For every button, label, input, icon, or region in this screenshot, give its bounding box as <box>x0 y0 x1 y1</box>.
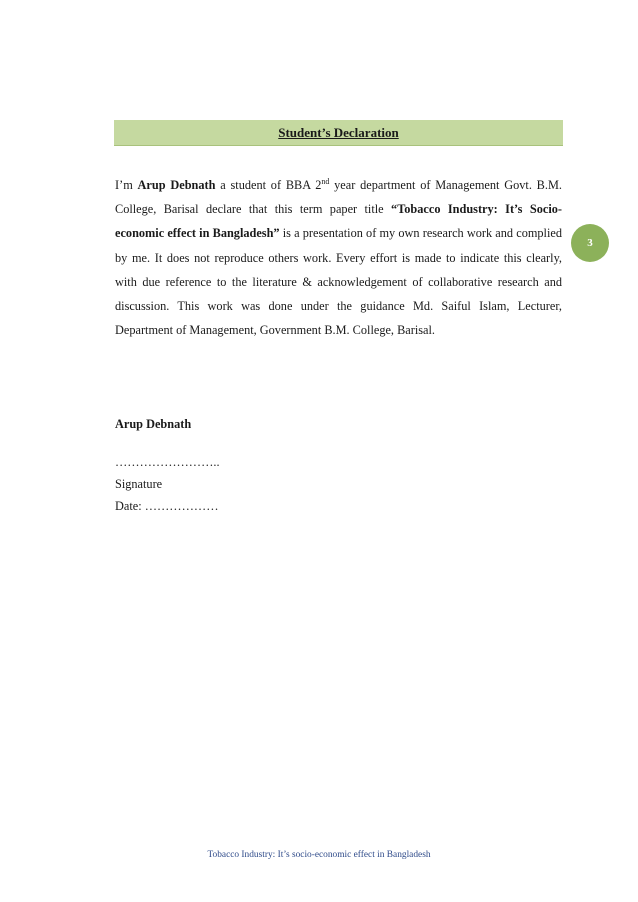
declaration-text-3: year department of Management Govt. B.M. College, Barisal declare that this term paper title <box>115 178 562 217</box>
declaration-text-1: I’m <box>115 178 138 192</box>
signature-line: …………………….. <box>115 455 220 469</box>
declaration-paragraph <box>115 173 562 342</box>
paper-title: “Tobacco Industry: It’s Socio-economic effect in Bangladesh” <box>115 202 562 241</box>
date-label: Date: ……………… <box>115 499 219 513</box>
author-name: Arup Debnath <box>115 417 192 431</box>
signature-label: Signature <box>115 477 163 491</box>
page-number-badge <box>571 224 609 262</box>
ordinal-suffix: nd <box>321 177 330 186</box>
page-title: Student’s Declaration <box>278 124 399 140</box>
declaration-text-2: a student of BBA 2 <box>215 178 322 192</box>
student-name: Arup Debnath <box>137 178 216 192</box>
declaration-text-4: is a presentation of my own research work and complied by me. It does not reproduce others work. Every effort is made to indicate this clearly, with due reference to the literature & acknowledgement of collaborative research and discussion. This work was done under the guidance Md. Saiful Islam, Lecturer, Department of Management, Government B.M. College, Barisal. <box>115 226 562 338</box>
page-footer: Tobacco Industry: It’s socio-economic effect in Bangladesh <box>207 850 431 860</box>
page-number: 3 <box>587 237 593 249</box>
declaration-header-banner <box>114 120 563 146</box>
